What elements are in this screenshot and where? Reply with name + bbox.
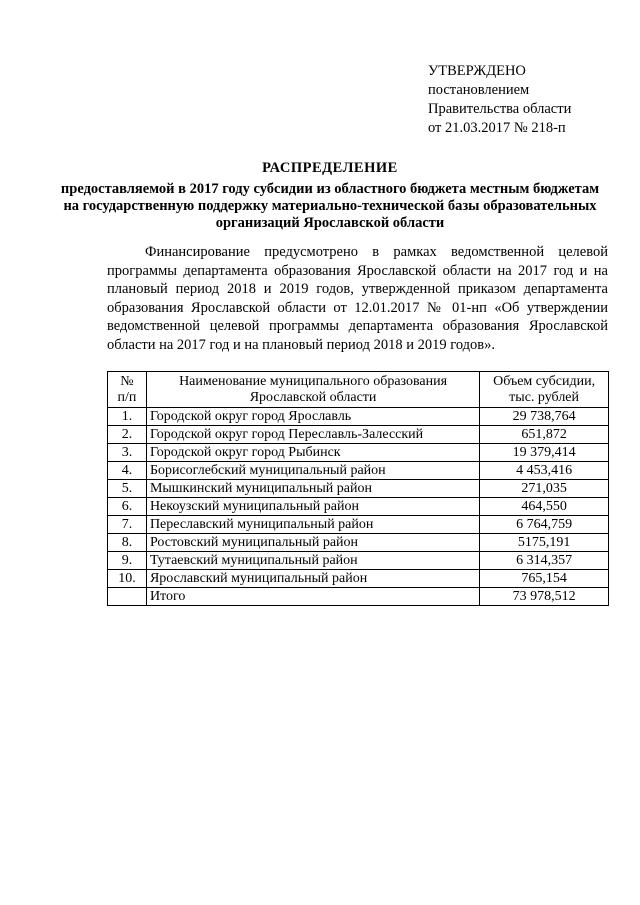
approval-heading: УТВЕРЖДЕНО xyxy=(428,63,526,79)
table-row xyxy=(108,552,609,570)
row-num: 2. xyxy=(108,426,147,444)
row-amount: 6 314,357 xyxy=(480,552,609,570)
total-label: Итого xyxy=(146,588,479,606)
table-row xyxy=(108,444,609,462)
subsidy-table xyxy=(107,371,609,606)
row-num: 6. xyxy=(108,498,147,516)
approval-date: от 21.03.2017 № 218-п xyxy=(428,120,566,136)
header-amount: Объем субсидии, тыс. рублей xyxy=(480,372,609,408)
row-name: Ростовский муниципальный район xyxy=(146,534,479,552)
row-name: Городской округ город Рыбинск xyxy=(146,444,479,462)
row-amount: 464,550 xyxy=(480,498,609,516)
table-row xyxy=(108,462,609,480)
row-num: 4. xyxy=(108,462,147,480)
row-name: Городской округ город Ярославль xyxy=(146,408,479,426)
row-num: 8. xyxy=(108,534,147,552)
row-amount: 271,035 xyxy=(480,480,609,498)
row-name: Переславский муниципальный район xyxy=(146,516,479,534)
row-amount: 4 453,416 xyxy=(480,462,609,480)
row-name: Борисоглебский муниципальный район xyxy=(146,462,479,480)
table-row xyxy=(108,498,609,516)
document-title xyxy=(60,160,600,232)
approval-line: Правительства области xyxy=(428,101,572,117)
financing-paragraph: Финансирование предусмотрено в рамках ведомственной целевой программы департамента образования Ярославской области на 2017 год и на плановый период 2018 и 2019 годов, утвержденной приказом департамента образования Ярославской области от 12.01.2017 № 01-нп «Об утверждении ведомственной целевой программы департамента образования Ярославской области на 2017 год и на плановый период 2018 и 2019 годов». xyxy=(107,244,608,353)
row-num: 3. xyxy=(108,444,147,462)
row-num: 1. xyxy=(108,408,147,426)
title-subtitle: предоставляемой в 2017 году субсидии из областного бюджета местным бюджетам на государственную поддержку материально-технической базы образовательных организаций Ярославской области xyxy=(60,181,600,231)
row-amount: 5175,191 xyxy=(480,534,609,552)
table-row xyxy=(108,516,609,534)
table-total-row xyxy=(108,588,609,606)
table-header-row xyxy=(108,372,609,408)
row-amount: 29 738,764 xyxy=(480,408,609,426)
row-amount: 765,154 xyxy=(480,570,609,588)
header-name: Наименование муниципального образования Ярославской области xyxy=(146,372,479,408)
row-name: Ярославский муниципальный район xyxy=(146,570,479,588)
approval-line: постановлением xyxy=(428,82,530,98)
row-num: 10. xyxy=(108,570,147,588)
table-row xyxy=(108,570,609,588)
row-amount: 19 379,414 xyxy=(480,444,609,462)
row-name: Городской округ город Переславль-Залесский xyxy=(146,426,479,444)
row-amount: 651,872 xyxy=(480,426,609,444)
table-row xyxy=(108,480,609,498)
total-amount: 73 978,512 xyxy=(480,588,609,606)
header-num: № п/п xyxy=(108,372,147,408)
row-num: 9. xyxy=(108,552,147,570)
table-row xyxy=(108,534,609,552)
approval-stamp xyxy=(428,62,571,138)
table-row xyxy=(108,408,609,426)
row-name: Тутаевский муниципальный район xyxy=(146,552,479,570)
row-name: Мышкинский муниципальный район xyxy=(146,480,479,498)
table-row xyxy=(108,426,609,444)
row-name: Некоузский муниципальный район xyxy=(146,498,479,516)
title-main: РАСПРЕДЕЛЕНИЕ xyxy=(262,160,398,176)
row-num: 5. xyxy=(108,480,147,498)
row-num: 7. xyxy=(108,516,147,534)
row-amount: 6 764,759 xyxy=(480,516,609,534)
total-num xyxy=(108,588,147,606)
